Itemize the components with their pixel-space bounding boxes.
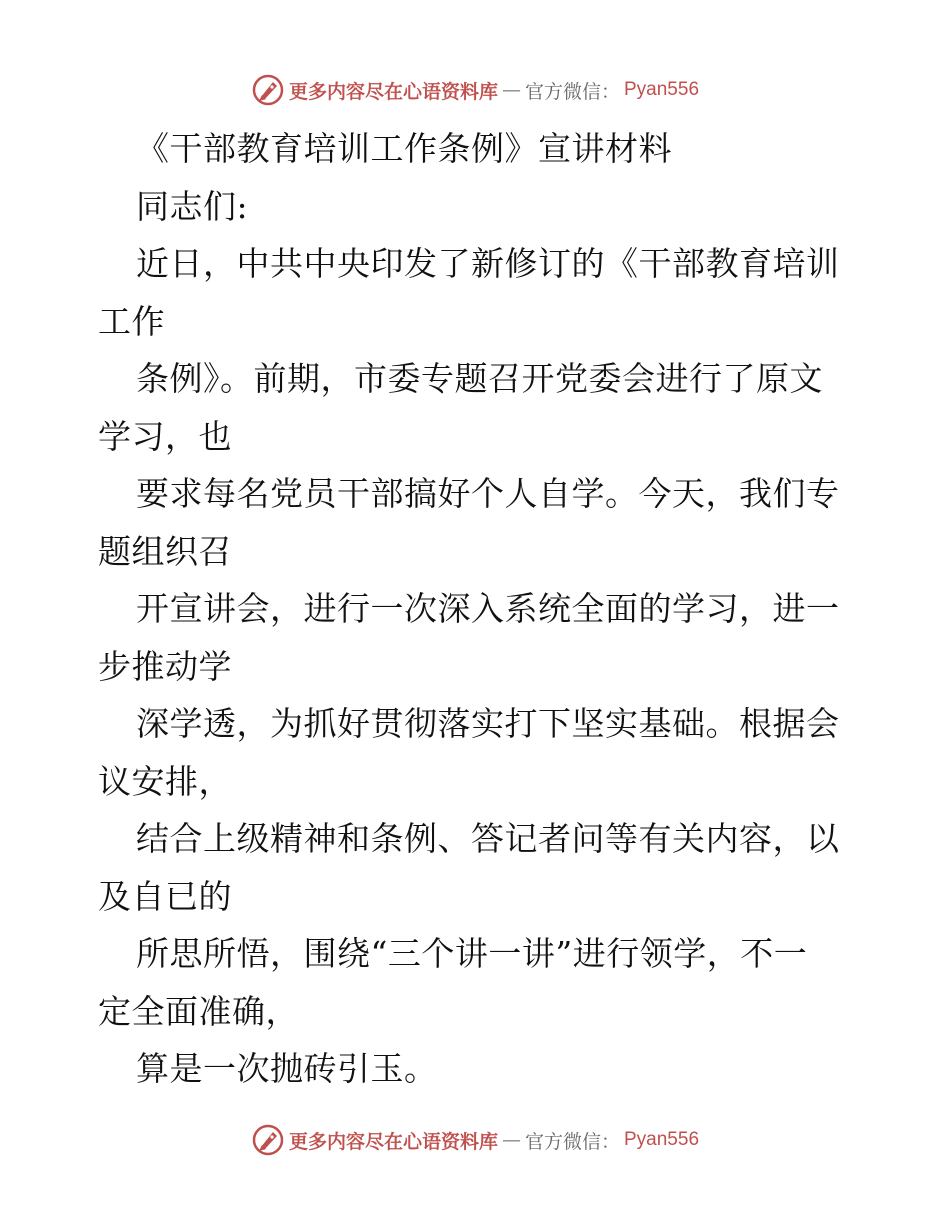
watermark-main-text: 更多内容尽在心语资料库 <box>288 1130 498 1153</box>
watermark-label: 官方微信： <box>524 1130 620 1153</box>
watermark-content <box>251 73 699 107</box>
watermark-label: 官方微信： <box>524 80 620 103</box>
document-title: 《干部教育培训工作条例》宣讲材料 <box>136 129 672 168</box>
paragraph-line: 深学透，为抓好贯彻落实打下坚实基础。根据会 <box>136 704 840 743</box>
paragraph-line: 题组织召 <box>98 531 232 571</box>
pen-nib-logo-icon <box>251 73 285 107</box>
paragraph-line: 工作 <box>98 301 165 341</box>
paragraph-line: 结合上级精神和条例、答记者问等有关内容，以 <box>136 819 840 858</box>
paragraph-line: 学习，也 <box>98 416 232 456</box>
watermark-handle: Pyan556 <box>624 1129 700 1150</box>
paragraph-line: 开宣讲会，进行一次深入系统全面的学习，进一 <box>136 589 840 628</box>
paragraph-line: 定全面准确， <box>98 991 299 1031</box>
watermark-dash: — <box>501 1129 521 1151</box>
pen-nib-logo-icon <box>251 1123 285 1157</box>
paragraph-line: 近日，中共中央印发了新修订的《干部教育培训 <box>136 244 840 283</box>
paragraph-line: 所思所悟，围绕“三个讲一讲”进行领学，不一 <box>136 934 808 973</box>
paragraph-line: 及自已的 <box>98 876 232 916</box>
paragraph-line: 议安排， <box>98 761 232 801</box>
watermark-main-text: 更多内容尽在心语资料库 <box>288 80 498 103</box>
paragraph-line: 要求每名党员干部搞好个人自学。今天，我们专 <box>136 474 840 513</box>
paragraph-line: 条例》。前期，市委专题召开党委会进行了原文 <box>136 359 823 398</box>
header-watermark <box>0 70 950 110</box>
paragraph-line: 算是一次抛砖引玉。 <box>136 1049 438 1088</box>
paragraph-line: 步推动学 <box>98 646 232 686</box>
document-body <box>98 120 858 1098</box>
watermark-content <box>251 1123 699 1157</box>
watermark-handle: Pyan556 <box>624 79 700 100</box>
greeting: 同志们: <box>136 186 249 226</box>
footer-watermark <box>0 1120 950 1160</box>
watermark-dash: — <box>501 79 521 101</box>
